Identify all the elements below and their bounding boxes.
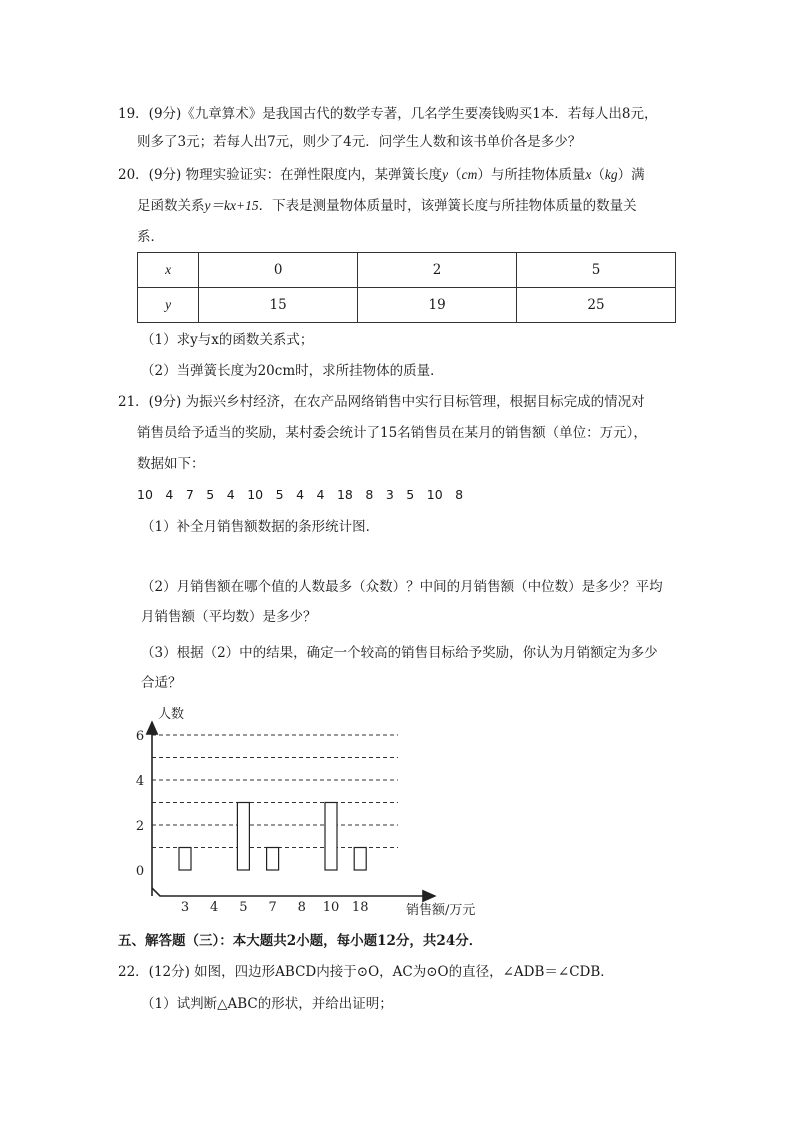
q20-line1: 20．(9分) 物理实验证实：在弹性限度内，某弹簧长度y（cm）与所挂物体质量x（kg）满 [118, 167, 645, 183]
q20-formula: y＝kx+15 [204, 198, 259, 213]
table-cell: 15 [199, 288, 358, 323]
x-tick-label: 3 [180, 900, 190, 915]
q20-var-y: y [442, 167, 449, 182]
q20-sub1: （1）求y与x的函数关系式； [141, 332, 314, 348]
bar-10 [325, 803, 337, 871]
q20-line2 [137, 196, 637, 216]
x-tick-label: 5 [239, 900, 248, 915]
q21-sub2-l2: 月销售额（平均数）是多少？ [141, 609, 317, 625]
q21-line2: 销售员给予适当的奖励，某村委会统计了15名销售员在某月的销售额（单位：万元）， [137, 425, 647, 441]
q21-sub2-l1: （2）月销售额在哪个值的人数最多（众数）？中间的月销售额（中位数）是多少？平均 [141, 579, 663, 595]
bar-7 [267, 848, 279, 871]
table-cell: 25 [517, 288, 676, 323]
x-tick-label: 8 [297, 900, 306, 915]
q21-data-line: 10 4 7 5 4 10 5 4 4 18 8 3 5 10 8 [137, 487, 464, 502]
q22-line1: 22．(12分) 如图，四边形ABCD内接于⊙O，AC为⊙O的直径，∠ADB＝∠CDB． [118, 964, 614, 980]
table-cell: 2 [358, 253, 517, 288]
table-cell: 19 [358, 288, 517, 323]
q21-line3: 数据如下： [137, 456, 205, 472]
q21-sub3-l2: 合适？ [141, 675, 182, 691]
q20-line1-c: 满 [631, 167, 645, 183]
q19-line1: 19．(9分)《九章算术》是我国古代的数学专著，几名学生要凑钱购买1本．若每人出8元， [118, 106, 658, 122]
x-axis-label: 销售额/万元 [406, 903, 476, 918]
q20-line1-a: 20．(9分) 物理实验证实：在弹性限度内，某弹簧长度 [118, 167, 443, 183]
table-cell: y [138, 288, 199, 323]
x-tick-label: 4 [210, 900, 219, 915]
q20-line2-a: 足函数关系 [137, 198, 205, 214]
table-row [138, 288, 676, 323]
q20-line3: 系． [137, 229, 164, 245]
y-tick-label: 2 [135, 819, 145, 834]
q20-line2-b: ．下表是测量物体质量时，该弹簧长度与所挂物体质量的数量关 [258, 198, 637, 214]
table-row [138, 253, 676, 288]
q20-paren-open: （ [448, 167, 462, 183]
q20-unit-kg: kg [604, 167, 618, 182]
q22-sub1: （1）试判断△ABC的形状，并给出证明； [141, 996, 393, 1012]
x-tick-label: 10 [322, 900, 340, 915]
q20-var-x: x [585, 167, 592, 182]
x-tick-label: 18 [351, 900, 369, 915]
q21-line1: 21．(9分) 为振兴乡村经济，在农产品网络销售中实行目标管理，根据目标完成的情况对 [118, 394, 645, 410]
y-tick-label: 0 [135, 864, 145, 879]
q20-unit-cm: cm [461, 167, 478, 182]
bar-18 [354, 848, 366, 871]
q21-sub3-l1: （3）根据（2）中的结果，确定一个较高的销售目标给予奖励，你认为月销额定为多少 [141, 645, 658, 661]
y-axis-label: 人数 [158, 707, 185, 722]
x-tick-label: 7 [268, 900, 277, 915]
table-cell: x [138, 253, 199, 288]
q20-data-table [137, 252, 676, 323]
q20-sub2: （2）当弹簧长度为20cm时，求所挂物体的质量． [141, 363, 444, 379]
table-cell: 5 [517, 253, 676, 288]
bar-5 [237, 803, 249, 871]
x-axis [152, 888, 435, 896]
y-tick-label: 6 [135, 729, 145, 744]
table-cell: 0 [199, 253, 358, 288]
sales-bar-chart [130, 700, 500, 925]
y-tick-label: 4 [135, 774, 145, 789]
q19-line2: 则多了3元；若每人出7元，则少了4元．问学生人数和该书单价各是多少？ [137, 134, 582, 150]
q21-sub1: （1）补全月销售额数据的条形统计图． [141, 519, 380, 535]
bar-3 [179, 848, 191, 871]
section5-title: 五、解答题（三）：本大题共2小题，每小题12分，共24分． [118, 933, 483, 949]
q20-line1-b: ）与所挂物体质量 [477, 167, 586, 183]
